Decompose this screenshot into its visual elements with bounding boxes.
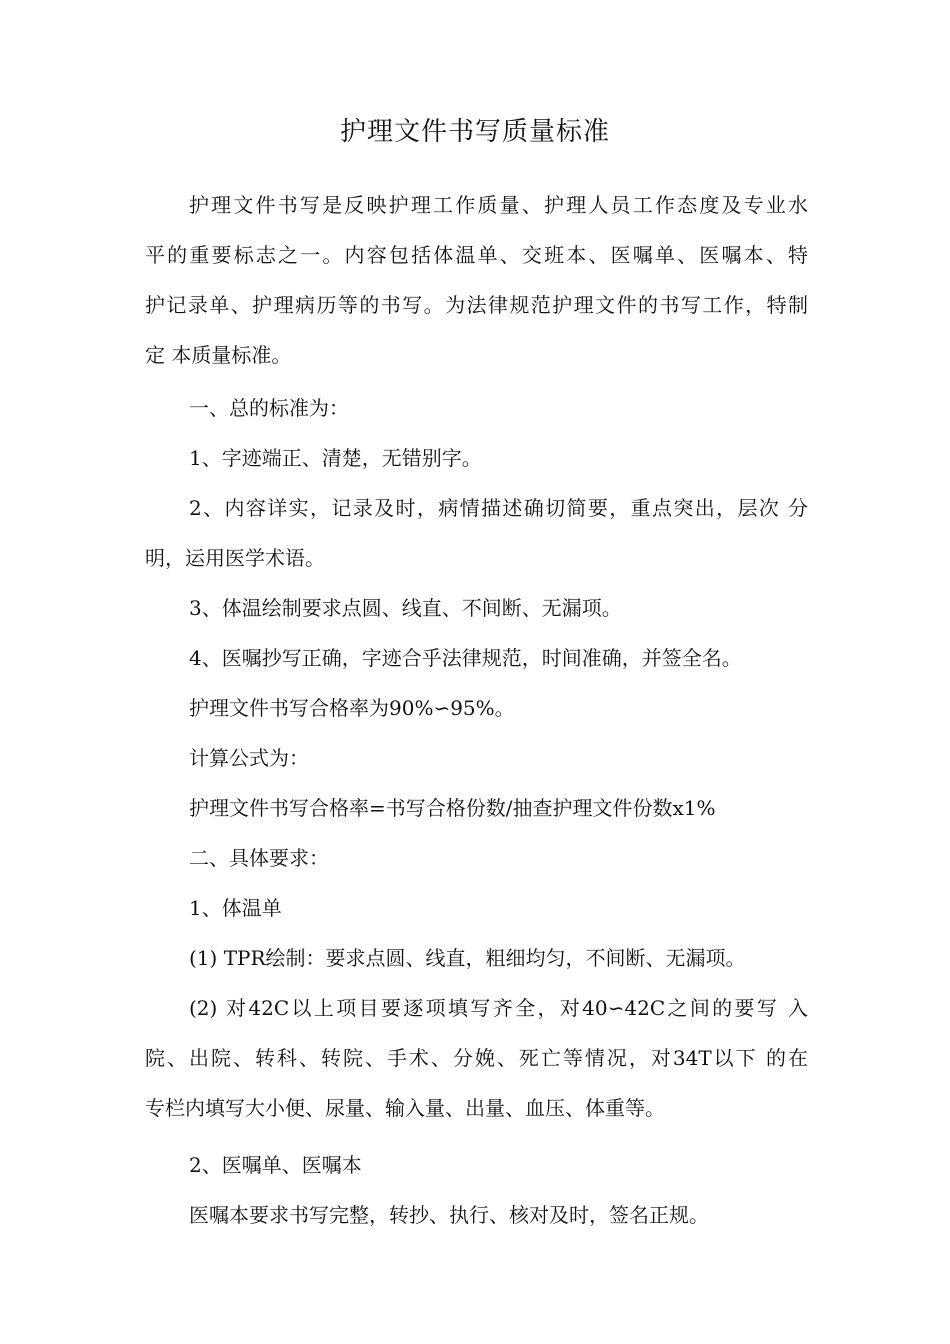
intro-line-4: 定 本质量标准。 [145, 343, 292, 367]
section2-sub2-paragraph-1: 医嘱本要求书写完整，转抄、执行、核对及时，签名正规。 [189, 1203, 709, 1227]
section1-item-3: 3、体温绘制要求点圆、线直、不间断、无漏项。 [189, 596, 622, 620]
section1-heading: 一、总的标准为： [189, 396, 349, 420]
section2-sub1-paragraph-2-line-1: (2) 对42C以上项目要逐项填写齐全，对40∽42C之间的要写 入 [189, 996, 808, 1020]
section1-item-4: 4、医嘱抄写正确，字迹合乎法律规范，时间准确，并签全名。 [189, 646, 742, 670]
formula-text: 护理文件书写合格率=书写合格份数/抽查护理文件份数x1% [189, 796, 716, 820]
intro-line-1: 护理文件书写是反映护理工作质量、护理人员工作态度及专业水 [189, 193, 808, 217]
pass-rate-text: 护理文件书写合格率为90%∽95%。 [189, 696, 515, 720]
formula-label: 计算公式为： [189, 746, 309, 770]
document-title: 护理文件书写质量标准 [339, 117, 610, 147]
section1-item-2-line-2: 明，运用医学术语。 [145, 546, 325, 570]
section1-item-1: 1、字迹端正、清楚，无错别字。 [189, 446, 482, 470]
section2-heading: 二、具体要求： [189, 846, 329, 870]
section2-subheading-2: 2、医嘱单、医嘱本 [189, 1153, 362, 1177]
section2-subheading-1: 1、体温单 [189, 896, 282, 920]
section2-sub1-paragraph-2-line-2: 院、出院、转科、转院、手术、分娩、死亡等情况，对34T以下 的在 [145, 1046, 808, 1070]
section2-sub1-paragraph-2-line-3: 专栏内填写大小便、尿量、输入量、出量、血压、体重等。 [145, 1096, 665, 1120]
section2-sub1-paragraph-1: (1) TPR绘制：要求点圆、线直，粗细均匀，不间断、无漏项。 [189, 946, 746, 970]
intro-line-2: 平的重要标志之一。内容包括体温单、交班本、医嘱单、医嘱本、特 [145, 243, 808, 267]
intro-line-3: 护记录单、护理病历等的书写。为法律规范护理文件的书写工作，特制 [145, 293, 808, 317]
section1-item-2-line-1: 2、内容详实，记录及时，病情描述确切简要，重点突出，层次 分 [189, 496, 808, 520]
